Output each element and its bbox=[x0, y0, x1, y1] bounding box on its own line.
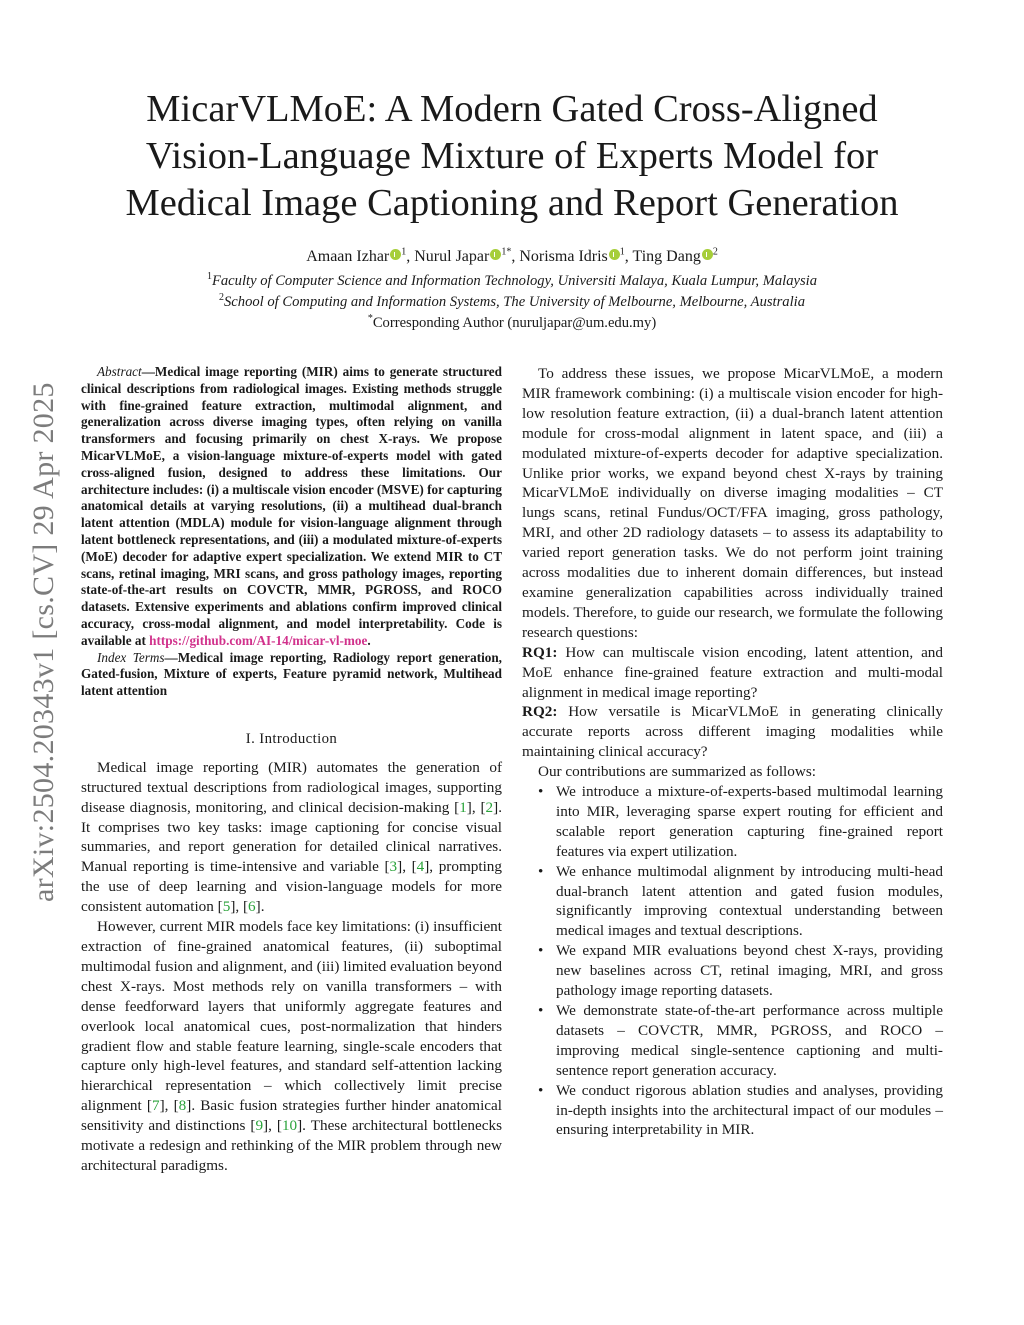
title-line: Vision-Language Mixture of Experts Model for bbox=[145, 135, 879, 177]
citation-link[interactable]: 4 bbox=[416, 858, 425, 876]
affil-mark: 2 bbox=[219, 292, 224, 304]
text-run: ], [ bbox=[159, 1097, 179, 1115]
arxiv-identifier: arXiv:2504.20343v1 [cs.CV] 29 Apr 2025 bbox=[27, 382, 60, 903]
text-run: ], [ bbox=[263, 1117, 282, 1135]
orcid-icon[interactable] bbox=[609, 249, 620, 260]
rq-text: How can multiscale vision encoding, latent attention, and MoE enhance fine-grained feature extraction and multi-modal alignment in medical image reporting? bbox=[522, 643, 943, 701]
author-affil-mark: 1 bbox=[401, 246, 407, 258]
index-terms bbox=[81, 650, 502, 700]
corresponding-author: Corresponding Author (nuruljapar@um.edu.my) bbox=[372, 315, 657, 331]
text-run: ]. These architectural bottlenecks motivate a redesign and rethinking of the MIR problem through new architectural paradigms. bbox=[81, 1117, 502, 1174]
text-run: ], [ bbox=[230, 898, 249, 916]
text-run: ]. Basic fusion strategies further hinder anatomical sensitivity and distinctions [ bbox=[81, 1097, 502, 1135]
citation-link[interactable]: 1 bbox=[459, 798, 467, 816]
affil-mark: 1 bbox=[206, 271, 212, 283]
orcid-icon[interactable] bbox=[490, 249, 501, 260]
left-column bbox=[81, 364, 502, 1176]
rq-label: RQ2: bbox=[522, 703, 558, 721]
intro-paragraph: To address these issues, we propose MicarVLMoE, a modern MIR framework combining: (i) a multiscale vision encoder for high-low resolution feature extraction, (ii) a dual-branch latent attention module for cross-modal alignment in latent space, and (iii) a modulated mixture-of-experts decoder for adaptive specialization. Unlike prior works, we expand beyond chest X-rays by training MicarVLMoE individually on diverse imaging modalities – CT lungs scans, retinal Fundus/OCT/FFA imaging, gross pathology, MRI, and other 2D radiology datasets – to assess its adaptability to varied report generation tasks. We do not perform joint training across modalities due to inherent domain differences, but instead examine generalization capabilities across individually trained models. Therefore, to guide our research, we formulate the following research questions: bbox=[522, 365, 943, 641]
text-run: However, current MIR models face key limitations: (i) insufficient extraction of fine-grained anatomical features, (ii) suboptimal multimodal fusion and alignment, and (iii) limited evaluation beyond chest X-rays. Most methods rely on vanilla transformers – with dense feedforward layers that uniformly aggregate features and overlook local anatomical cues, post-normalization that hinders gradient flow and stable feature learning, single-scale encoders that capture only high-level features, and standard self-attention lacking hierarchical representation – which collectively limit precise alignment [ bbox=[81, 918, 502, 1115]
abstract bbox=[81, 364, 502, 650]
text-run: Medical image reporting (MIR) automates the generation of structured textual descriptions from radiological images, supporting disease diagnosis, monitoring, and clinical decision-making [ bbox=[81, 758, 502, 816]
paper-title bbox=[80, 86, 944, 227]
title-line: MicarVLMoE: A Modern Gated Cross-Aligned bbox=[146, 88, 878, 130]
index-terms-label: Index Terms bbox=[97, 649, 165, 665]
citation-link[interactable]: 3 bbox=[389, 858, 398, 876]
author-list: Amaan Izhar $^1$, Nurul Japar $^{1*}$, Norisma Idris $^1$, Ting Dang $^2$ bbox=[306, 246, 718, 265]
author-name: Amaan Izhar bbox=[306, 248, 390, 265]
citation-link[interactable]: 7 bbox=[151, 1097, 160, 1115]
author-affil-mark: 2 bbox=[712, 246, 718, 258]
research-question-2 bbox=[522, 702, 943, 762]
citation-link[interactable]: 10 bbox=[281, 1117, 298, 1135]
rq-label: RQ1: bbox=[522, 643, 558, 661]
intro-paragraph bbox=[81, 758, 502, 917]
citation-link[interactable]: 8 bbox=[178, 1097, 187, 1115]
abstract-dash: — bbox=[141, 364, 155, 379]
author-name: Norisma Idris bbox=[519, 248, 608, 265]
list-item: • We expand MIR evaluations beyond chest X-rays, providing new baselines across CT, retinal imaging, MRI, and gross pathology image reporting datasets. bbox=[522, 941, 943, 1001]
citation-link[interactable]: 2 bbox=[485, 798, 494, 816]
list-item: • We introduce a mixture-of-experts-based multimodal learning into MIR, leveraging sparse expert routing for efficient and scalable report generation capturing fine-grained report features via expert utilization. bbox=[522, 782, 943, 862]
orcid-icon[interactable] bbox=[390, 249, 401, 260]
abstract-label: Abstract bbox=[97, 364, 142, 379]
affiliation: School of Computing and Information Systems, The University of Melbourne, Melbourne, Australia bbox=[224, 294, 805, 310]
title-line: Medical Image Captioning and Report Generation bbox=[125, 182, 899, 224]
citation-link[interactable]: 9 bbox=[255, 1117, 264, 1135]
text-run: ], [ bbox=[397, 858, 417, 876]
author-name: Ting Dang bbox=[632, 248, 701, 265]
index-terms-text: Medical image reporting, Radiology report generation, Gated-fusion, Mixture of experts, Feature pyramid network, Multihead latent attention bbox=[81, 649, 502, 699]
section-heading: I. Introduction bbox=[245, 730, 338, 747]
affiliations bbox=[80, 271, 944, 334]
contributions-intro: Our contributions are summarized as follows: bbox=[538, 763, 816, 781]
list-item: • We conduct rigorous ablation studies and analyses, providing in-depth insights into the architectural impact of our modules – ensuring interpretability in MIR. bbox=[522, 1081, 943, 1141]
text-run: ], [ bbox=[466, 798, 486, 816]
orcid-icon[interactable] bbox=[702, 249, 713, 260]
rq-text: How versatile is MicarVLMoE in generating clinically accurate reports across different imaging modalities while maintaining clinical accuracy? bbox=[522, 703, 944, 761]
corresponding-mark: * bbox=[367, 313, 373, 325]
contributions-list bbox=[522, 782, 943, 1140]
author-name: Nurul Japar bbox=[414, 248, 490, 265]
abstract-text: Medical image reporting (MIR) aims to generate structured clinical descriptions from radiological images. Existing methods struggle with fine-grained feature extraction, multimodal alignment, and generalization across diverse imaging types, often relying on vanilla transformers and focusing primarily on chest X-rays. We propose MicarVLMoE, a vision-language mixture-of-experts model with gated cross-aligned fusion, designed to address these limitations. Our architecture includes: (i) a multiscale vision encoder (MSVE) for capturing anatomical details at varying resolutions, (ii) a multihead dual-branch latent attention (MDLA) module for vision-language alignment through latent bottleneck representations, and (iii) a modulated mixture-of-experts (MoE) decoder for adaptive expert specialization. We extend MIR to CT scans, retinal imaging, MRI scans, and gross pathology images, reporting state-of-the-art results on COVCTR, MMR, PGROSS, and ROCO datasets. Extensive experiments and ablations confirm improved clinical accuracy, cross-modal alignment, and model interpretability. Code is available at bbox=[81, 364, 502, 648]
list-item: • We demonstrate state-of-the-art performance across multiple datasets – COVCTR, MMR, PGROSS, and ROCO – improving medical single-sentence captioning and multi-sentence report generation accuracy. bbox=[522, 1001, 943, 1081]
index-terms-dash: — bbox=[164, 649, 178, 665]
abstract-end: . bbox=[367, 632, 371, 648]
affiliation: Faculty of Computer Science and Information Technology, Universiti Malaya, Kuala Lumpur, Malaysia bbox=[211, 273, 818, 289]
list-item: • We enhance multimodal alignment by introducing multi-head dual-branch latent attention and gated fusion modules, significantly improving contextual understanding between medical images and textual descriptions. bbox=[522, 862, 943, 942]
intro-paragraph bbox=[81, 917, 502, 1176]
citation-link[interactable]: 5 bbox=[222, 898, 231, 916]
author-affil-mark: 1* bbox=[501, 246, 512, 258]
code-link[interactable]: https://github.com/AI-14/micar-vl-moe bbox=[149, 632, 368, 648]
research-question-1 bbox=[522, 643, 943, 703]
author-affil-mark: 1 bbox=[619, 246, 625, 258]
text-run: ]. It comprises two key tasks: image captioning for concise visual summaries, and report generation for detailed clinical narratives. Manual reporting is time-intensive and variable [ bbox=[81, 798, 502, 876]
citation-link[interactable]: 6 bbox=[248, 898, 256, 916]
text-run: ], prompting the use of deep learning and vision-language models for more consistent automation [ bbox=[81, 858, 502, 916]
text-run: ]. bbox=[255, 898, 265, 916]
right-column bbox=[522, 364, 943, 1140]
